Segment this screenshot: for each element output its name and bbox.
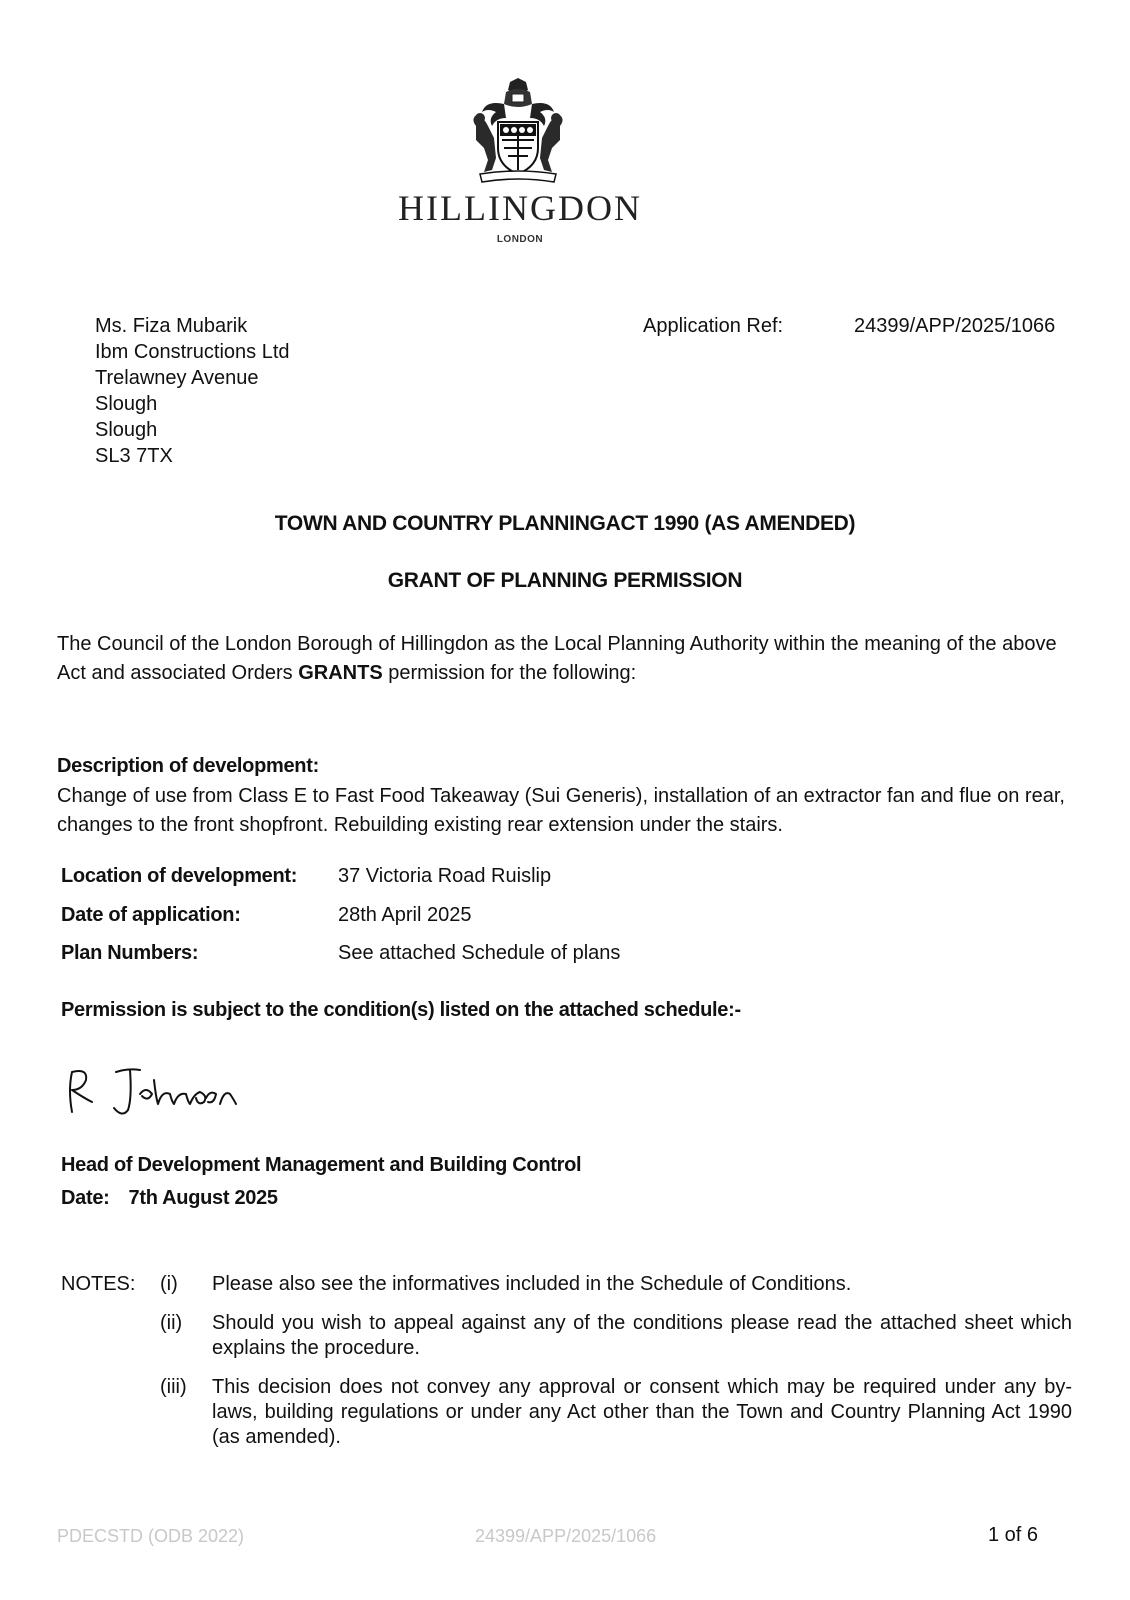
address-line: SL3 7TX — [95, 445, 173, 467]
note-text: Please also see the informatives included in the Schedule of Conditions. — [212, 1273, 852, 1295]
address-line: Slough — [95, 393, 158, 415]
note-text: This decision does not convey any approval or consent which may be required under any by-laws, building regulations or under any Act other than the Town and Country Planning Act 1990 (as amended). — [212, 1376, 1072, 1448]
recipient-address — [95, 313, 290, 469]
grant-heading: GRANT OF PLANNING PERMISSION — [387, 569, 743, 592]
council-logo — [380, 78, 660, 248]
intro-text: The Council of the London Borough of Hillingdon as the Local Planning Authority within the meaning of the above Act and associated Orders — [57, 633, 1057, 684]
note-text: Should you wish to appeal against any of the conditions please read the attached sheet which explains the procedure. — [212, 1312, 1072, 1359]
detail-label: Location of development: — [61, 865, 298, 887]
signatory-title: Head of Development Management and Building Control — [61, 1154, 582, 1176]
intro-paragraph — [57, 630, 1077, 688]
note-number: (iii) — [160, 1376, 187, 1398]
signature-image — [58, 1050, 268, 1130]
coat-of-arms-icon — [466, 78, 570, 184]
note-number: (ii) — [160, 1312, 183, 1334]
logo-subtitle: LONDON — [496, 234, 544, 245]
address-line: Trelawney Avenue — [95, 367, 259, 389]
description-label: Description of development: — [57, 755, 319, 777]
application-ref-value: 24399/APP/2025/1066 — [854, 315, 1056, 337]
note-number: (i) — [160, 1273, 178, 1295]
detail-label: Date of application: — [61, 904, 241, 926]
logo-wordmark: HILLINGDON — [398, 188, 642, 228]
intro-text-end: permission for the following: — [382, 662, 637, 684]
address-line: Ibm Constructions Ltd — [95, 341, 290, 363]
detail-value: See attached Schedule of plans — [338, 942, 621, 964]
detail-value: 37 Victoria Road Ruislip — [338, 865, 552, 887]
date-label: Date: — [61, 1187, 110, 1209]
act-heading: TOWN AND COUNTRY PLANNINGACT 1990 (AS AMENDED) — [274, 512, 856, 535]
footer-ref: 24399/APP/2025/1066 — [475, 1526, 657, 1546]
conditions-statement: Permission is subject to the condition(s) listed on the attached schedule:- — [61, 999, 741, 1021]
address-line: Ms. Fiza Mubarik — [95, 315, 248, 337]
description-text: Change of use from Class E to Fast Food Takeaway (Sui Generis), installation of an extractor fan and flue on rear, changes to the front shopfront. Rebuilding existing rear extension under the stairs. — [57, 785, 1065, 836]
footer-code: PDECSTD (ODB 2022) — [57, 1526, 245, 1546]
address-line: Slough — [95, 419, 158, 441]
notes-label: NOTES: — [61, 1273, 136, 1295]
page-number: 1 of 6 — [988, 1524, 1039, 1546]
signatory-date — [61, 1184, 1081, 1213]
application-ref-label: Application Ref: — [643, 315, 784, 337]
date-value: 7th August 2025 — [128, 1187, 278, 1209]
detail-label: Plan Numbers: — [61, 942, 199, 964]
grants-emphasis: GRANTS — [298, 662, 383, 684]
detail-value: 28th April 2025 — [338, 904, 472, 926]
